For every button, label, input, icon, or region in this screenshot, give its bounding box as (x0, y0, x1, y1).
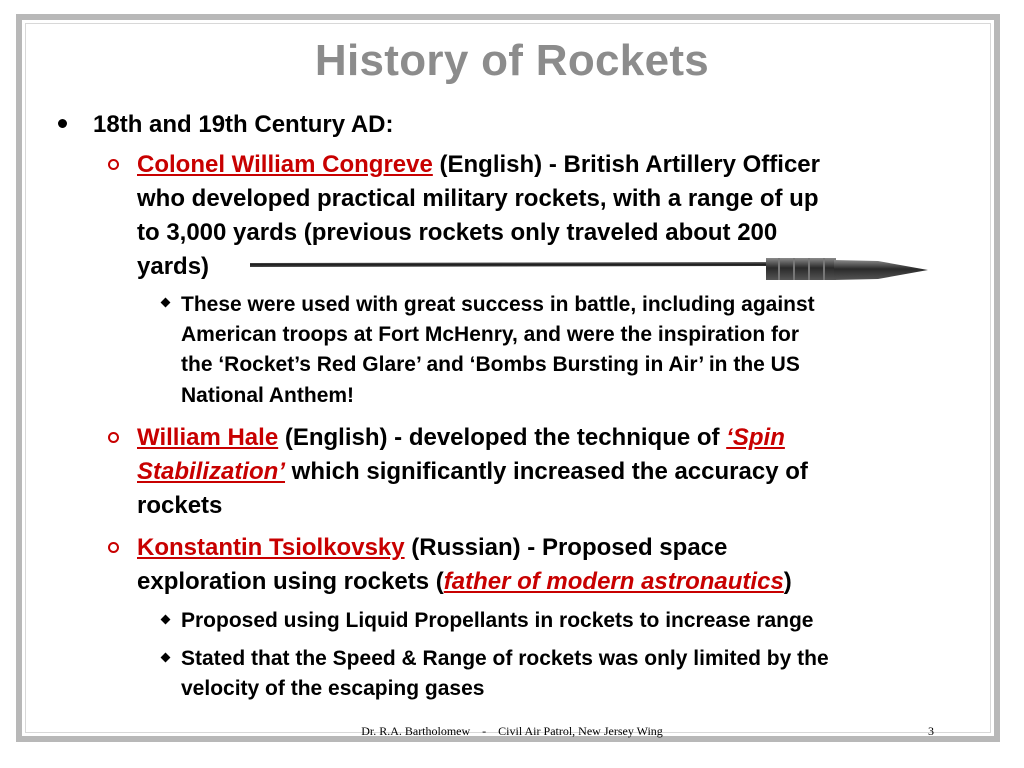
circle-bullet-icon (108, 159, 119, 170)
hale-desc: (English) - developed the technique of (278, 424, 727, 451)
tsiolkovsky-sub-1: Proposed using Liquid Propellants in rockets to increase range (181, 609, 814, 632)
congreve-sub-line-4: National Anthem! (181, 384, 355, 407)
congreve-line-2: who developed practical military rockets, with a range of up (137, 185, 819, 212)
hale-line-2 (137, 458, 808, 486)
hale-term-part-1: ‘Spin (726, 424, 785, 451)
page-number: 3 (928, 724, 934, 738)
diamond-bullet-icon (161, 615, 171, 625)
tsiolkovsky-name: Konstantin Tsiolkovsky (137, 534, 405, 561)
congreve-line-4: yards) (137, 253, 210, 280)
congreve-line-3: to 3,000 yards (previous rockets only traveled about 200 (137, 219, 778, 246)
circle-bullet-icon (108, 432, 119, 443)
tsiolkovsky-line-1 (137, 534, 727, 562)
congreve-sub-line-2: American troops at Fort McHenry, and were the inspiration for (181, 323, 800, 346)
hale-term-part-2: Stabilization’ (137, 458, 286, 485)
congreve-sub-line-3: the ‘Rocket’s Red Glare’ and ‘Bombs Bursting in Air’ in the US (181, 353, 800, 376)
tsiolkovsky-line-2 (137, 568, 792, 596)
tsiolkovsky-sub-2-line-1: Stated that the Speed & Range of rockets was only limited by the (181, 647, 829, 670)
tsiolkovsky-line-2-pre: exploration using rockets ( (137, 568, 444, 595)
tsiolkovsky-sub-2-line-2: velocity of the escaping gases (181, 677, 485, 700)
congreve-name: Colonel William Congreve (137, 151, 433, 178)
diamond-bullet-icon (161, 298, 171, 308)
congreve-line-1 (137, 151, 820, 179)
congreve-sub-line-1: These were used with great success in battle, including against (181, 293, 815, 316)
hale-line-2-rest: which significantly increased the accuracy of (285, 458, 808, 485)
bullet-dot-icon (58, 119, 67, 128)
circle-bullet-icon (108, 542, 119, 553)
tsiolkovsky-epithet: father of modern astronautics (443, 568, 784, 595)
diamond-bullet-icon (161, 653, 171, 663)
slide-footer: Dr. R.A. Bartholomew - Civil Air Patrol, New Jersey Wing (361, 724, 663, 738)
congreve-rocket-image (248, 256, 930, 286)
hale-line-1 (137, 424, 785, 452)
tsiolkovsky-desc: (Russian) - Proposed space (404, 534, 728, 561)
bullet-century-heading: 18th and 19th Century AD: (93, 111, 394, 138)
slide-title: History of Rockets (314, 36, 710, 85)
tsiolkovsky-line-2-post: ) (783, 568, 792, 595)
hale-name: William Hale (137, 424, 279, 451)
congreve-desc: (English) - British Artillery Officer (432, 151, 820, 178)
hale-line-3: rockets (137, 492, 223, 519)
